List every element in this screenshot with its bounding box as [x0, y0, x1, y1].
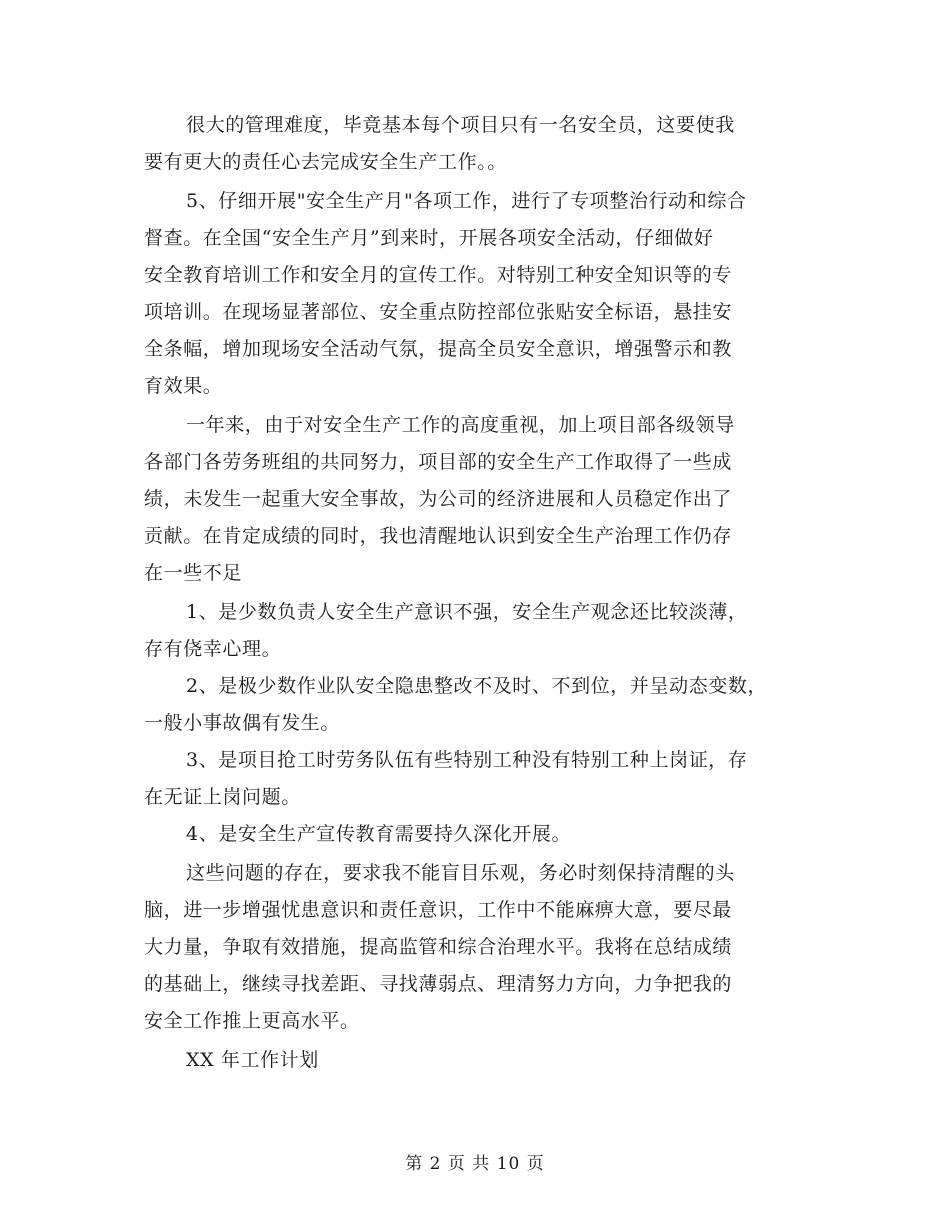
page-footer: 第 2 页 共 10 页 [405, 1154, 545, 1174]
text-line: 要有更大的责任心去完成安全生产工作。。 [144, 151, 507, 173]
text-line: 4、是安全生产宣传教育需要持久深化开展。 [186, 823, 572, 845]
text-line: 在一些不足 [144, 562, 243, 584]
text-line: 一般小事故偶有发生。 [144, 712, 341, 734]
text-line: 1、是少数负责人安全生产意识不强，安全生产观念还比较淡薄， [186, 601, 748, 623]
text-line: 一年来，由于对安全生产工作的高度重视，加上项目部各级领导 [186, 414, 735, 436]
text-line: 5、仔细开展"安全生产月"各项工作，进行了专项整治行动和综合 [186, 190, 747, 212]
text-line: 3、是项目抢工时劳务队伍有些特别工种没有特别工种上岗证，存 [186, 749, 748, 771]
text-line: 这些问题的存在，要求我不能盲目乐观，务必时刻保持清醒的头 [186, 862, 735, 884]
text-line: 2、是极少数作业队安全隐患整改不及时、不到位，并呈动态变数， [186, 675, 768, 697]
text-line: 存有侥幸心理。 [144, 638, 282, 660]
text-line: 督查。在全国“安全生产月”到来时，开展各项安全活动，仔细做好 [144, 227, 714, 249]
text-line: 很大的管理难度，毕竟基本每个项目只有一名安全员，这要使我 [186, 114, 735, 136]
text-line: 安全工作推上更高水平。 [144, 1010, 360, 1032]
text-line: 育效果。 [144, 375, 223, 397]
text-line: 大力量，争取有效措施，提高监管和综合治理水平。我将在总结成绩 [144, 936, 733, 958]
text-line: 全条幅，增加现场安全活动气氛，提高全员安全意识，增强警示和教 [144, 338, 733, 360]
section-heading: XX 年工作计划 [186, 1049, 319, 1071]
text-line: 项培训。在现场显著部位、安全重点防控部位张贴安全标语，悬挂安 [144, 301, 733, 323]
text-line: 的基础上，继续寻找差距、寻找薄弱点、理清努力方向，力争把我的 [144, 973, 733, 995]
text-line: 安全教育培训工作和安全月的宣传工作。对特别工种安全知识等的专 [144, 264, 733, 286]
text-line: 各部门各劳务班组的共同努力，项目部的安全生产工作取得了一些成 [144, 451, 733, 473]
text-line: 绩，未发生一起重大安全事故，为公司的经济进展和人员稳定作出了 [144, 488, 733, 510]
text-line: 贡献。在肯定成绩的同时，我也清醒地认识到安全生产治理工作仍存 [144, 525, 733, 547]
text-line: 在无证上岗问题。 [144, 786, 301, 808]
text-line: 脑，进一步增强忧患意识和责任意识，工作中不能麻痹大意，要尽最 [144, 899, 733, 921]
